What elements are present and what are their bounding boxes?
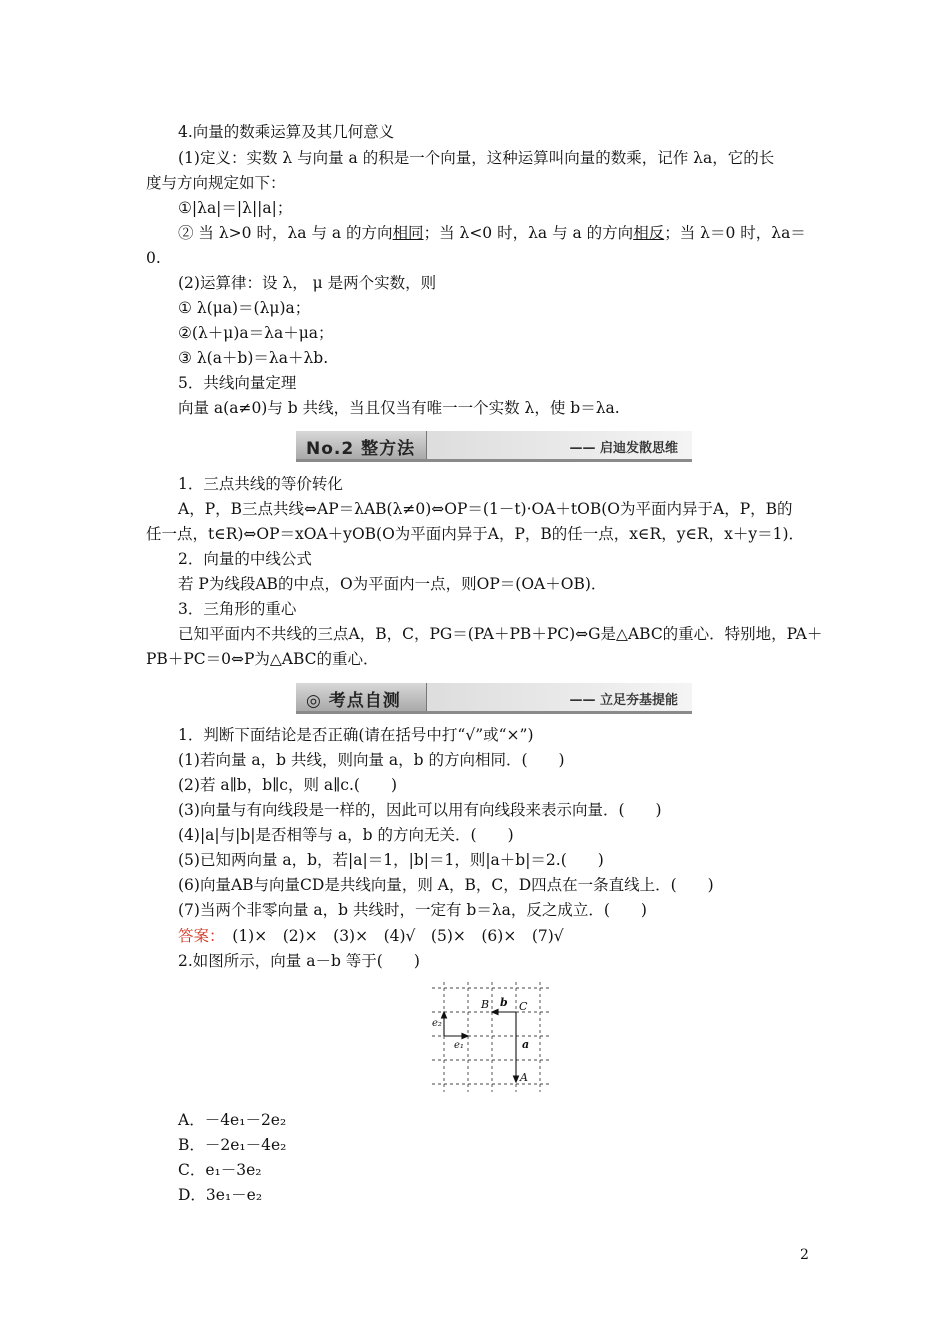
label-A: A <box>520 1071 528 1084</box>
question-1: 1．判断下面结论是否正确(请在括号中打“√”或“×”) <box>178 726 534 744</box>
section-banner-selftest <box>296 683 692 714</box>
option-B: B．－2e₁－4e₂ <box>178 1136 287 1154</box>
option-C: C．e₁－3e₂ <box>178 1161 262 1179</box>
section-heading: 4.向量的数乘运算及其几何意义 <box>178 123 395 141</box>
text-line: 若 P为线段AB的中点，O为平面内一点，则OP＝(OA＋OB)． <box>178 575 607 593</box>
answer-line <box>178 926 564 946</box>
section-heading: 5．共线向量定理 <box>178 374 297 392</box>
text-line: ①|λa|＝|λ||a|； <box>178 199 293 217</box>
page-number: 2 <box>800 1247 809 1263</box>
label-e1: e₁ <box>454 1040 464 1051</box>
label-B: B <box>481 998 490 1011</box>
text-line: 向量 a(a≠0)与 b 共线，当且仅当有唯一一个实数 λ，使 b＝λa. <box>178 399 620 417</box>
text-line: A，P，B三点共线⇔AP＝λAB(λ≠0)⇔OP＝(1－t)·OA＋tOB(O为平面内异于A，P，B的 <box>178 500 793 518</box>
text-line: 已知平面内不共线的三点A，B，C，PG＝(PA＋PB＋PC)⇔G是△ABC的重心．特别地，PA＋ <box>178 625 823 643</box>
banner-subtitle: —— 启迪发散思维 <box>569 441 678 456</box>
question-item: (7)当两个非零向量 a，b 共线时，一定有 b＝λa，反之成立．( ) <box>178 901 647 919</box>
text-line: 0. <box>146 249 161 267</box>
label-e2: e₂ <box>432 1018 442 1029</box>
text-line: ②(λ＋μ)a＝λa＋μa； <box>178 324 334 342</box>
text-line: ① λ(μa)＝(λμ)a； <box>178 299 311 317</box>
text-line: (2)运算律：设 λ， μ 是两个实数，则 <box>178 274 437 292</box>
section-heading: 1．三点共线的等价转化 <box>178 475 343 493</box>
label-C: C <box>519 1000 528 1013</box>
text-line: 度与方向规定如下： <box>146 174 286 192</box>
answer-label: 答案： <box>178 927 217 945</box>
question-item: (1)若向量 a，b 共线，则向量 a，b 的方向相同．( ) <box>178 751 565 769</box>
answer-text: (1)× (2)× (3)× (4)√ (5)× (6)× (7)√ <box>216 927 564 945</box>
label-a: a <box>522 1038 530 1051</box>
text-line: ② 当 λ>0 时，λa 与 a 的方向相同；当 λ<0 时，λa 与 a 的方向相反；当 λ＝0 时，λa＝ <box>178 224 806 242</box>
question-item: (3)向量与有向线段是一样的，因此可以用有向线段来表示向量．( ) <box>178 801 662 819</box>
label-b: b <box>500 996 508 1009</box>
banner-title: ◎ 考点自测 <box>306 691 401 711</box>
question-item: (4)|a|与|b|是否相等与 a，b 的方向无关．( ) <box>178 826 514 844</box>
option-A: A．－4e₁－2e₂ <box>178 1111 287 1129</box>
section-heading: 3．三角形的重心 <box>178 600 297 618</box>
vector-grid-figure <box>430 980 555 1095</box>
text-line: 任一点，t∈R)⇔OP＝xOA＋yOB(O为平面内异于A，P，B的任一点，x∈R，y∈R，x＋y＝1)． <box>146 525 805 543</box>
text-line: ③ λ(a＋b)＝λa＋λb. <box>178 349 329 367</box>
banner-title: No.2 整方法 <box>306 439 416 459</box>
question-item: (5)已知两向量 a，b，若|a|＝1，|b|＝1，则|a＋b|＝2.( ) <box>178 851 604 869</box>
section-heading: 2．向量的中线公式 <box>178 550 312 568</box>
banner-subtitle: —— 立足夯基提能 <box>569 693 678 708</box>
text-line: PB＋PC＝0⇔P为△ABC的重心． <box>146 650 379 668</box>
option-D: D．3e₁－e₂ <box>178 1186 263 1204</box>
question-item: (6)向量AB与向量CD是共线向量，则 A，B，C，D四点在一条直线上．( ) <box>178 876 714 894</box>
section-banner-methods <box>296 431 692 462</box>
question-item: (2)若 a∥b，b∥c，则 a∥c.( ) <box>178 776 397 794</box>
text-line: (1)定义：实数 λ 与向量 a 的积是一个向量，这种运算叫向量的数乘，记作 λa，它的长 <box>178 149 775 167</box>
question-2: 2.如图所示，向量 a－b 等于( ) <box>178 952 420 970</box>
